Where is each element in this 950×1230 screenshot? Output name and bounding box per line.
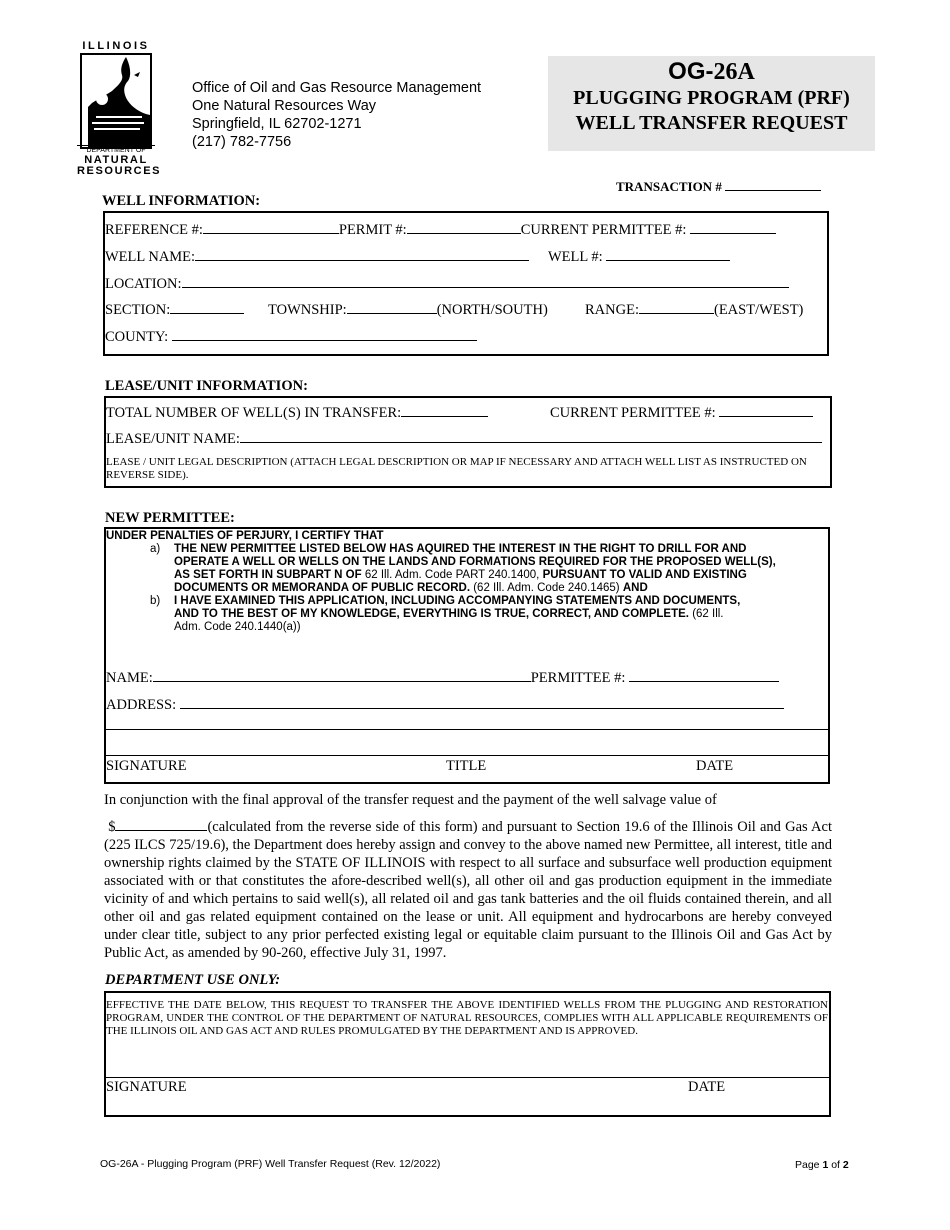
section-label: SECTION: (105, 302, 171, 318)
signature-divider (106, 755, 828, 756)
township-field[interactable] (347, 299, 437, 314)
total-wells-label: TOTAL NUMBER OF WELL(S) IN TRANSFER: (106, 405, 402, 421)
dept-date-label: DATE (688, 1079, 726, 1095)
logo-resources: RESOURCES (77, 165, 162, 177)
form-title-box (548, 56, 875, 151)
page-current: 1 (822, 1159, 829, 1171)
address-field[interactable] (180, 694, 784, 709)
cert-b-ref: (62 Ill. Adm. Code 240.1440(a)) (174, 608, 724, 633)
certification-b (106, 595, 826, 634)
dept-signature-divider (106, 1077, 829, 1078)
transaction-field[interactable] (725, 176, 821, 191)
dollar-sign: $ (108, 819, 116, 835)
lease-current-permittee-label: CURRENT PERMITTEE #: (550, 405, 716, 421)
signature-label: SIGNATURE (106, 758, 187, 774)
cert-b-bold: I HAVE EXAMINED THIS APPLICATION, INCLUDING ACCOMPANYING STATEMENTS AND DOCUMENTS, AND TO THE BEST OF MY KNOWLEDGE, EVERYTHING IS TRUE, CORRECT, AND COMPLETE. (174, 595, 741, 620)
permittee-number-label: PERMITTEE #: (530, 670, 626, 686)
location-field[interactable] (182, 273, 789, 288)
location-label: LOCATION: (105, 276, 182, 292)
perjury-statement: UNDER PENALTIES OF PERJURY, I CERTIFY THAT (106, 530, 384, 542)
date-label: DATE (696, 758, 734, 774)
lease-name-field[interactable] (240, 428, 822, 443)
north-south-label: (NORTH/SOUTH) (436, 302, 548, 318)
township-label: TOWNSHIP: (268, 302, 347, 318)
lease-info-box (104, 396, 832, 488)
permit-label: PERMIT #: (338, 222, 407, 238)
well-number-label: WELL #: (548, 249, 603, 265)
certification-a (106, 543, 826, 595)
cert-a-bold1: THE NEW PERMITTEE LISTED BELOW HAS AQUIRED THE INTEREST IN THE RIGHT TO DRILL FOR AND OPERATE A WELL OR WELLS ON THE LANDS AND FORMATIONS REQUIRED FOR THE PROPOSED WELL(S), AS SET FORTH IN SUBPART N OF (174, 543, 776, 581)
conveyance-text: (calculated from the reverse side of this form) and pursuant to Section 19.6 of the Illinois Oil and Gas Act (225 ILCS 725/19.6), the Department does hereby assign and convey to the above named new Permittee, all interest, title and ownership rights claimed by the STATE OF ILLINOIS with respect to all surface and subsurface well production equipment associated with or that constitutes the afore-described well(s), all other oil and gas production equipment in the immediate vicinity of and which pertains to said well(s), all related oil and gas tank batteries and the oil fluids contained therein, and all other oil and gas related equipment contained on the lease or unit. All equipment and hydrocarbons are hereby conveyed under clear title, subject to any prior perfected existing legal or equitable claim pursuant to the Illinois Oil and Gas Act by Public Act, as amended by 90-260, effective July 31, 1997. (104, 819, 832, 961)
office-name: Office of Oil and Gas Resource Management (192, 80, 482, 96)
office-address (192, 79, 481, 151)
form-suffix: 26A (713, 59, 755, 85)
cert-a-marker: a) (150, 543, 161, 555)
dept-use-heading: DEPARTMENT USE ONLY: (105, 972, 281, 988)
certification (106, 530, 826, 634)
form-prefix: OG- (668, 58, 714, 85)
cert-a-ref2: (62 Ill. Adm. Code 240.1465) (473, 582, 620, 594)
reference-field[interactable] (203, 219, 339, 234)
address-label: ADDRESS: (106, 697, 177, 713)
salvage-value-line: In conjunction with the final approval of the transfer request and the payment of the well salvage value of (104, 792, 717, 808)
county-field[interactable] (172, 326, 477, 341)
logo-natural: NATURAL (84, 154, 148, 166)
salvage-value-field[interactable] (115, 816, 207, 831)
page-of: of (828, 1159, 843, 1171)
page-word: Page (795, 1159, 823, 1171)
office-phone: (217) 782-7756 (192, 134, 292, 150)
legal-description-label: LEASE / UNIT LEGAL DESCRIPTION (ATTACH LEGAL DESCRIPTION OR MAP IF NECESSARY AND ATTACH WELL LIST AS INSTRUCTED ON REVERSE SIDE). (106, 456, 807, 481)
form-number (548, 58, 875, 86)
title-label: TITLE (446, 758, 487, 774)
cert-b-marker: b) (150, 595, 161, 607)
total-wells-field[interactable] (401, 402, 488, 417)
dept-approval-text: EFFECTIVE THE DATE BELOW, THIS REQUEST TO TRANSFER THE ABOVE IDENTIFIED WELLS FROM THE PLUGGING AND RESTORATION PROGRAM, UNDER THE CONTROL OF THE DEPARTMENT OF NATURAL RESOURCES, COMPLIES WITH ALL APPLICABLE REQUIREMENTS OF THE ILLINOIS OIL AND GAS ACT AND RULES PROMULGATED BY THE DEPARTMENT AND IS APPROVED. (106, 999, 828, 1037)
page-total: 2 (842, 1159, 849, 1171)
name-field[interactable] (153, 667, 531, 682)
reference-label: REFERENCE #: (105, 222, 203, 238)
permittee-number-field[interactable] (629, 667, 779, 682)
illinois-map-icon (82, 55, 150, 147)
permit-field[interactable] (407, 219, 521, 234)
lease-name-label: LEASE/UNIT NAME: (106, 431, 240, 447)
east-west-label: (EAST/WEST) (713, 302, 804, 318)
footer-form-id: OG-26A - Plugging Program (PRF) Well Transfer Request (Rev. 12/2022) (100, 1158, 441, 1170)
well-name-field[interactable] (195, 246, 529, 261)
well-info-box (103, 211, 829, 356)
well-info-heading: WELL INFORMATION: (102, 193, 261, 209)
lease-current-permittee-field[interactable] (719, 402, 813, 417)
well-name-label: WELL NAME: (105, 249, 196, 265)
dept-signature-label: SIGNATURE (106, 1079, 187, 1095)
form-title-line2: WELL TRANSFER REQUEST (575, 112, 848, 134)
office-street: One Natural Resources Way (192, 98, 377, 114)
conveyance-paragraph (104, 816, 832, 962)
logo-dept: DEPARTMENT OF (77, 145, 155, 154)
lease-info-heading: LEASE/UNIT INFORMATION: (105, 378, 308, 394)
current-permittee-field[interactable] (690, 219, 776, 234)
range-field[interactable] (639, 299, 714, 314)
transaction-row (616, 176, 821, 195)
logo-natural-resources (77, 154, 162, 177)
office-city: Springfield, IL 62702-1271 (192, 116, 362, 132)
new-permittee-box (104, 527, 830, 784)
new-permittee-heading: NEW PERMITTEE: (105, 510, 235, 526)
well-number-field[interactable] (606, 246, 730, 261)
dept-use-box (104, 991, 831, 1117)
logo-state: ILLINOIS (82, 40, 150, 52)
form-title-line1: PLUGGING PROGRAM (PRF) (573, 87, 850, 109)
address-line-2[interactable] (106, 729, 828, 730)
range-label: RANGE: (585, 302, 639, 318)
name-label: NAME: (106, 670, 153, 686)
current-permittee-label: CURRENT PERMITTEE #: (520, 222, 687, 238)
transaction-label: TRANSACTION # (616, 179, 722, 194)
county-label: COUNTY: (105, 329, 169, 345)
cert-a-and: AND (622, 582, 648, 594)
page-number (795, 1159, 849, 1171)
section-field[interactable] (170, 299, 244, 314)
cert-a-ref1: 62 Ill. Adm. Code PART 240.1400, (364, 569, 540, 581)
idnr-logo (80, 53, 152, 149)
cert-a-bold2: PURSUANT TO VALID AND EXISTING DOCUMENTS OR MEMORANDA OF PUBLIC RECORD. (174, 569, 747, 594)
